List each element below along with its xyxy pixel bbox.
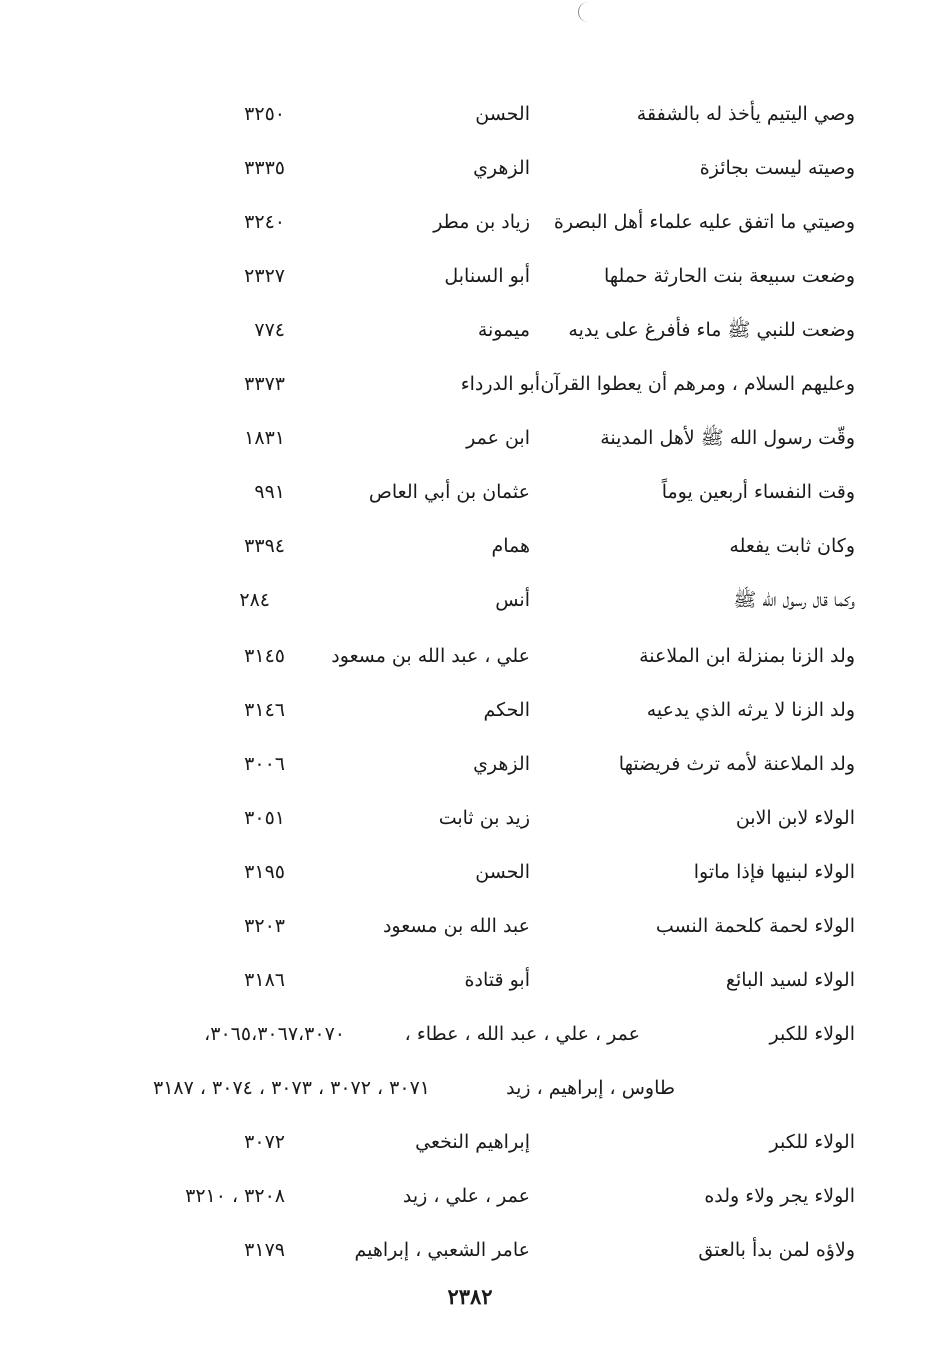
index-entry bbox=[0, 312, 940, 348]
entry-text: الولاء للكبر bbox=[769, 1131, 855, 1153]
entry-narrator: الزهري bbox=[473, 753, 530, 775]
entry-narrator: زيد بن ثابت bbox=[438, 807, 530, 829]
page-number: ٢٣٨٢ bbox=[447, 1284, 493, 1309]
entry-text: ولد الزنا لا يرثه الذي يدعيه bbox=[646, 699, 855, 721]
entry-narrator: عمر ، علي ، زيد bbox=[402, 1185, 530, 1207]
index-entry-continuation bbox=[0, 1070, 940, 1106]
entry-narrator: إبراهيم النخعي bbox=[415, 1131, 530, 1153]
entry-number: ٣١٨٦ bbox=[244, 969, 285, 991]
index-entry bbox=[0, 746, 940, 782]
entry-text: وقت النفساء أربعين يوماً bbox=[661, 481, 855, 503]
entry-text: ولاؤه لمن بدأ بالعتق bbox=[698, 1239, 855, 1261]
entry-narrator: ميمونة bbox=[477, 319, 530, 341]
entry-narrator: ابن عمر bbox=[466, 427, 530, 449]
entry-narrator: الحسن bbox=[475, 861, 530, 883]
entry-narrator: عامر الشعبي ، إبراهيم bbox=[354, 1239, 530, 1261]
index-entry bbox=[0, 582, 940, 618]
entry-number: ٣٢٠٣ bbox=[244, 915, 285, 937]
entry-number: ٣٣٣٥ bbox=[244, 157, 285, 179]
entry-text: ولد الملاعنة لأمه ترث فريضتها bbox=[618, 753, 855, 775]
index-entry bbox=[0, 962, 940, 998]
entry-number: ٣٠٥١ bbox=[244, 807, 285, 829]
index-entry bbox=[0, 638, 940, 674]
index-entry bbox=[0, 1232, 940, 1268]
entry-number: ٣١٩٥ bbox=[244, 861, 285, 883]
entry-number: ٩٩١ bbox=[254, 481, 285, 503]
entry-text: وضعت للنبي ﷺ ماء فأفرغ على يديه bbox=[568, 319, 855, 341]
entry-number: ٢٨٤ bbox=[239, 589, 270, 611]
entry-narrator: عمر ، علي ، عبد الله ، عطاء ، bbox=[404, 1023, 640, 1045]
entry-number: ٣١٤٦ bbox=[244, 699, 285, 721]
index-entry bbox=[0, 692, 940, 728]
entry-number: ٧٧٤ bbox=[254, 319, 285, 341]
index-entry bbox=[0, 1124, 940, 1160]
entry-text: وقّت رسول الله ﷺ لأهل المدينة bbox=[600, 427, 855, 449]
entry-number: ٣٢٠٨ ، ٣٢١٠ bbox=[185, 1185, 285, 1207]
index-entry bbox=[0, 854, 940, 890]
index-entry bbox=[0, 366, 940, 402]
entry-text: الولاء لبنيها فإذا ماتوا bbox=[693, 861, 855, 883]
entry-narrator: أبو الدرداء bbox=[460, 373, 540, 395]
entry-narrator: الحسن bbox=[475, 103, 530, 125]
index-entry bbox=[0, 800, 940, 836]
entry-number: ٣٢٥٠ bbox=[244, 103, 285, 125]
entry-narrator: أبو قتادة bbox=[464, 969, 530, 991]
index-entry bbox=[0, 528, 940, 564]
entry-number: ٣٠٦٥،٣٠٦٧،٣٠٧٠، bbox=[204, 1023, 345, 1045]
entry-text: الولاء للكبر bbox=[769, 1023, 855, 1045]
entry-narrator: زياد بن مطر bbox=[433, 211, 530, 233]
entry-text: الولاء لسيد البائع bbox=[725, 969, 855, 991]
entry-narrator: همام bbox=[491, 535, 530, 557]
entry-number: ١٨٣١ bbox=[244, 427, 285, 449]
entry-text: وصي اليتيم يأخذ له بالشفقة bbox=[636, 103, 855, 125]
entry-text: وعليهم السلام ، ومرهم أن يعطوا القرآن bbox=[540, 373, 855, 395]
entry-number: ٣٣٧٣ bbox=[244, 373, 285, 395]
entry-text: وكما قال رسول الله ﷺ bbox=[733, 589, 855, 611]
index-entry bbox=[0, 258, 940, 294]
index-entry bbox=[0, 204, 940, 240]
entry-number: ٣١٤٥ bbox=[244, 645, 285, 667]
index-entry bbox=[0, 908, 940, 944]
entry-number: ٣٠٧٢ bbox=[244, 1131, 285, 1153]
entry-narrator: أبو السنابل bbox=[444, 265, 530, 287]
entry-narrator: الزهري bbox=[473, 157, 530, 179]
entry-text: الولاء لحمة كلحمة النسب bbox=[655, 915, 855, 937]
entry-narrator: علي ، عبد الله بن مسعود bbox=[331, 645, 530, 667]
index-entry bbox=[0, 150, 940, 186]
index-entry bbox=[0, 420, 940, 456]
index-entry bbox=[0, 1016, 940, 1052]
entry-text: الولاء لابن الابن bbox=[735, 807, 855, 829]
entry-narrator: أنس bbox=[495, 589, 530, 611]
entry-text: وصيتي ما اتفق عليه علماء أهل البصرة bbox=[553, 211, 855, 233]
entry-number: ٢٣٢٧ bbox=[244, 265, 285, 287]
entry-number: ٣٠٧١ ، ٣٠٧٢ ، ٣٠٧٣ ، ٣٠٧٤ ، ٣١٨٧ bbox=[152, 1077, 430, 1099]
entry-narrator: عبد الله بن مسعود bbox=[382, 915, 530, 937]
entry-text: الولاء يجر ولاء ولده bbox=[704, 1185, 855, 1207]
index-entry bbox=[0, 474, 940, 510]
entry-text: وكان ثابت يفعله bbox=[729, 535, 855, 557]
entry-text: ولد الزنا بمنزلة ابن الملاعنة bbox=[639, 645, 855, 667]
entry-narrator: طاوس ، إبراهيم ، زيد bbox=[506, 1077, 675, 1099]
entry-narrator: الحكم bbox=[483, 699, 530, 721]
entry-narrator: عثمان بن أبي العاص bbox=[368, 481, 530, 503]
index-entry bbox=[0, 1178, 940, 1214]
entry-number: ٣١٧٩ bbox=[244, 1239, 285, 1261]
entry-number: ٣٢٤٠ bbox=[244, 211, 285, 233]
index-entry bbox=[0, 96, 940, 132]
entry-text: وصيته ليست بجائزة bbox=[699, 157, 855, 179]
entry-number: ٣٣٩٤ bbox=[244, 535, 285, 557]
entry-text: وضعت سبيعة بنت الحارثة حملها bbox=[603, 265, 855, 287]
entry-number: ٣٠٠٦ bbox=[244, 753, 285, 775]
scan-mark bbox=[578, 2, 589, 22]
